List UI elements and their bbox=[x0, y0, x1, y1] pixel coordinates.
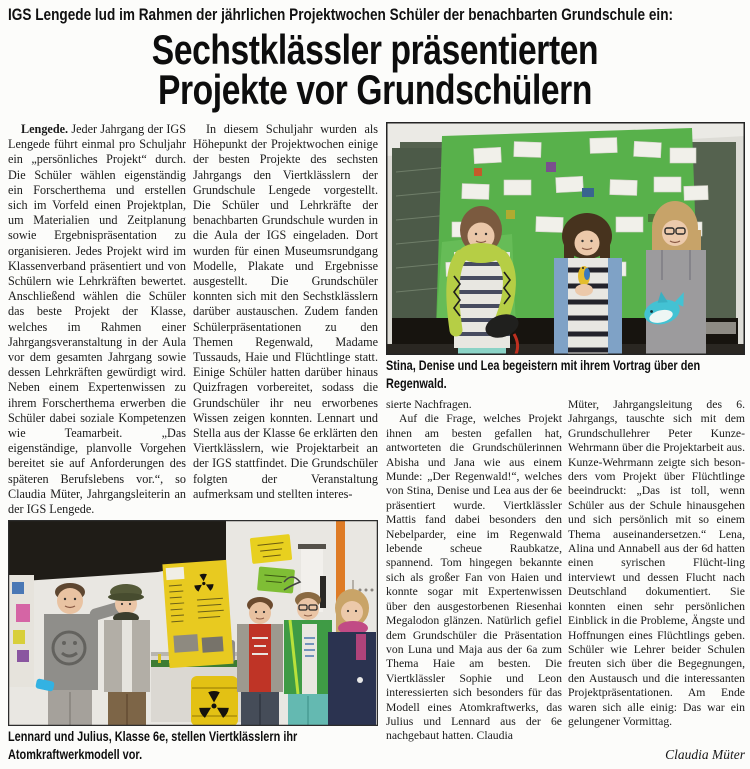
radioactive-barrel bbox=[191, 676, 238, 726]
article-column-2 bbox=[193, 122, 378, 520]
article-column-4 bbox=[568, 398, 745, 746]
article-column-3 bbox=[386, 398, 562, 766]
photo-rainforest-illustration bbox=[386, 122, 745, 355]
photo-rainforest-presentation bbox=[386, 122, 745, 355]
headline-line1: Sechstklässler präsentierten bbox=[151, 26, 599, 73]
article-column-1 bbox=[8, 122, 186, 520]
photo-atomic-model-presentation bbox=[8, 520, 378, 726]
photo-atomic-model-illustration bbox=[8, 520, 378, 726]
author-byline: Claudia Müter bbox=[665, 747, 745, 762]
hands bbox=[575, 284, 593, 296]
headline bbox=[0, 26, 750, 113]
dateline: Lengede. bbox=[21, 122, 69, 136]
paragraph-text: sierte Nachfragen. bbox=[386, 398, 472, 411]
student-figure-5 bbox=[328, 589, 376, 726]
white-shirt bbox=[302, 624, 317, 694]
photo2-caption: Lennard und Julius, Klasse 6e, stellen Viertklässlern ihr Atomkraftwerkmodell vor. bbox=[8, 728, 298, 762]
parrot-toy bbox=[578, 266, 590, 286]
left-poster-board bbox=[8, 575, 34, 687]
headline-line2: Projekte vor Grundschülern bbox=[157, 66, 592, 113]
sticky-note-yellow bbox=[250, 534, 292, 564]
paragraph-text: Auf die Frage, welches Projekt ihnen am besten gefallen hat, antworteten die Grundschülerinnen Abisha und Jana wie aus einem Munde: „Der Regenwald!“, welches von Stina, Denise und Lea aus der 6e präsentiert wurde. Viertklässler Mattis fand dabei besonders den Nebelparder, eine im Regenwald lebende scheue Raubkatze, spannend. Tom hingegen bekannte sich als großer Fan von Haien und konnte sogar mit Expertenwissen über den ausgestorbenen Riesenhai Megalodon glänzen. Natürlich gefiel dem Grundschüler die Präsentation von Luna und Maja aus der 6a zum Thema Haie am besten. Die Viertklässler Sophie und Leon interessierten sich besonders für das Modell eines Atomkraftwerks, das Julius und Lennard aus der 6e nachgebaut hatten. Claudia bbox=[386, 412, 562, 743]
denim-vest bbox=[554, 258, 568, 355]
student-figure-middle bbox=[554, 213, 622, 355]
paragraph-text: In diesem Schuljahr wurden als Höhepunkt der Projektwochen einige der besten Projekte des sechsten Jahrgangs den Viertklässlern der Grundschule Lengede vorgestellt. Die Schüler und Lehrkräfte der benachbarten Grundschule wurden in die Aula der IGS eingeladen. Dort wurden für einen Museumsrundgang Modelle, Plakate und Ergebnisse ausgestellt. Die Grundschüler konnten sich mit den Sechstklässlern darüber austauschen. Zudem fanden Schülerpräsentationen zu den Themen Regenwald, Madame Tussauds, Haie und Flüchtlinge statt. Einige Schüler hatten darüber hinaus Quizfragen vorbereitet, sodass die Grundschüler ihr neu erworbenes Wissen zeigen konnten. Lennart und Stella aus der Klasse 6e erklärten den Viertklässlern, wie Projektarbeit an der IGS stattfindet. Die Grundschüler folgten der Veranstaltung aufmerksam und stellten interes- bbox=[193, 122, 378, 501]
photo1-caption: Stina, Denise und Lea begeistern mit ihrem Vortrag über den Regenwald. bbox=[386, 357, 701, 391]
paragraph-text: Jeder Jahrgang der IGS Lengede führt einmal pro Schuljahr ein „persönliches Projekt“ durch. Die Schüler wählen eigenständig ein Forscherthema und erstellen sich im Vorfeld einen Projektplan, um Materialien und Zeitplanung sowie Ergebnispräsentation zu organisieren. Jedes Projekt wird im Klassenverband präsentiert und von Schülern wie Lehrkräften bewertet. Anschließend wählen die Schüler das beste Projekt der Klasse, welches im Rahmen einer Jahrgangsveranstaltung in der Aula vor dem gesamten Jahrgang sowie dessen Lehrkräften gewürdigt wird. Neben einem Expertenwissen zu ihrem Forscherthema erwerben die Schüler dabei soziale Kompetenzen wie Teamarbeit. „Das eigenständige, planvolle Vorgehen bereitet sie auf Anforderungen des späteren Berufslebens vor.“, so Claudia Müter, Jahrgangsleiterin an der IGS Lengede. bbox=[8, 122, 186, 517]
navy-jacket bbox=[328, 632, 376, 726]
kicker-line: IGS Lengede lud im Rahmen der jährlichen Projektwochen Schüler der benachbarten Grundschule ein: bbox=[8, 5, 674, 24]
paragraph bbox=[8, 122, 186, 517]
sticky-note-green bbox=[257, 566, 295, 593]
yellow-project-poster bbox=[162, 560, 233, 668]
red-shirt bbox=[249, 624, 271, 692]
paragraph-text: Müter, Jahrgangsleitung des 6. Jahrgangs, tauschte sich mit dem Grundschullehrer Peter Kunze-Wehrmann über die Projektarbeit aus. Kunze-Wehrmann zeigte sich beson-ders vom Projekt über Flüchtlinge beeindruckt: „Das ist toll, wenn Schüler aus der Schule hinausgehen und sich persönlich mit so einem Thema auseinandersetzen.“ Lena, Alina und Annabell aus der 6d hatten einen syrischen Flücht-ling interviewt und dessen Flucht nach Deutschland dokumentiert. Sie konnten einen sehr persönlichen Einblick in die Probleme, Ängste und Hoffnungen eines Flüchtlings geben. Schüler wie Lehrer beider Schulen freuten sich über die Begegnungen, den Austausch und die interessanten Projektpräsentationen. Am Ende waren sich alle einig: Das war ein gelungener Vormittag. bbox=[568, 398, 745, 728]
